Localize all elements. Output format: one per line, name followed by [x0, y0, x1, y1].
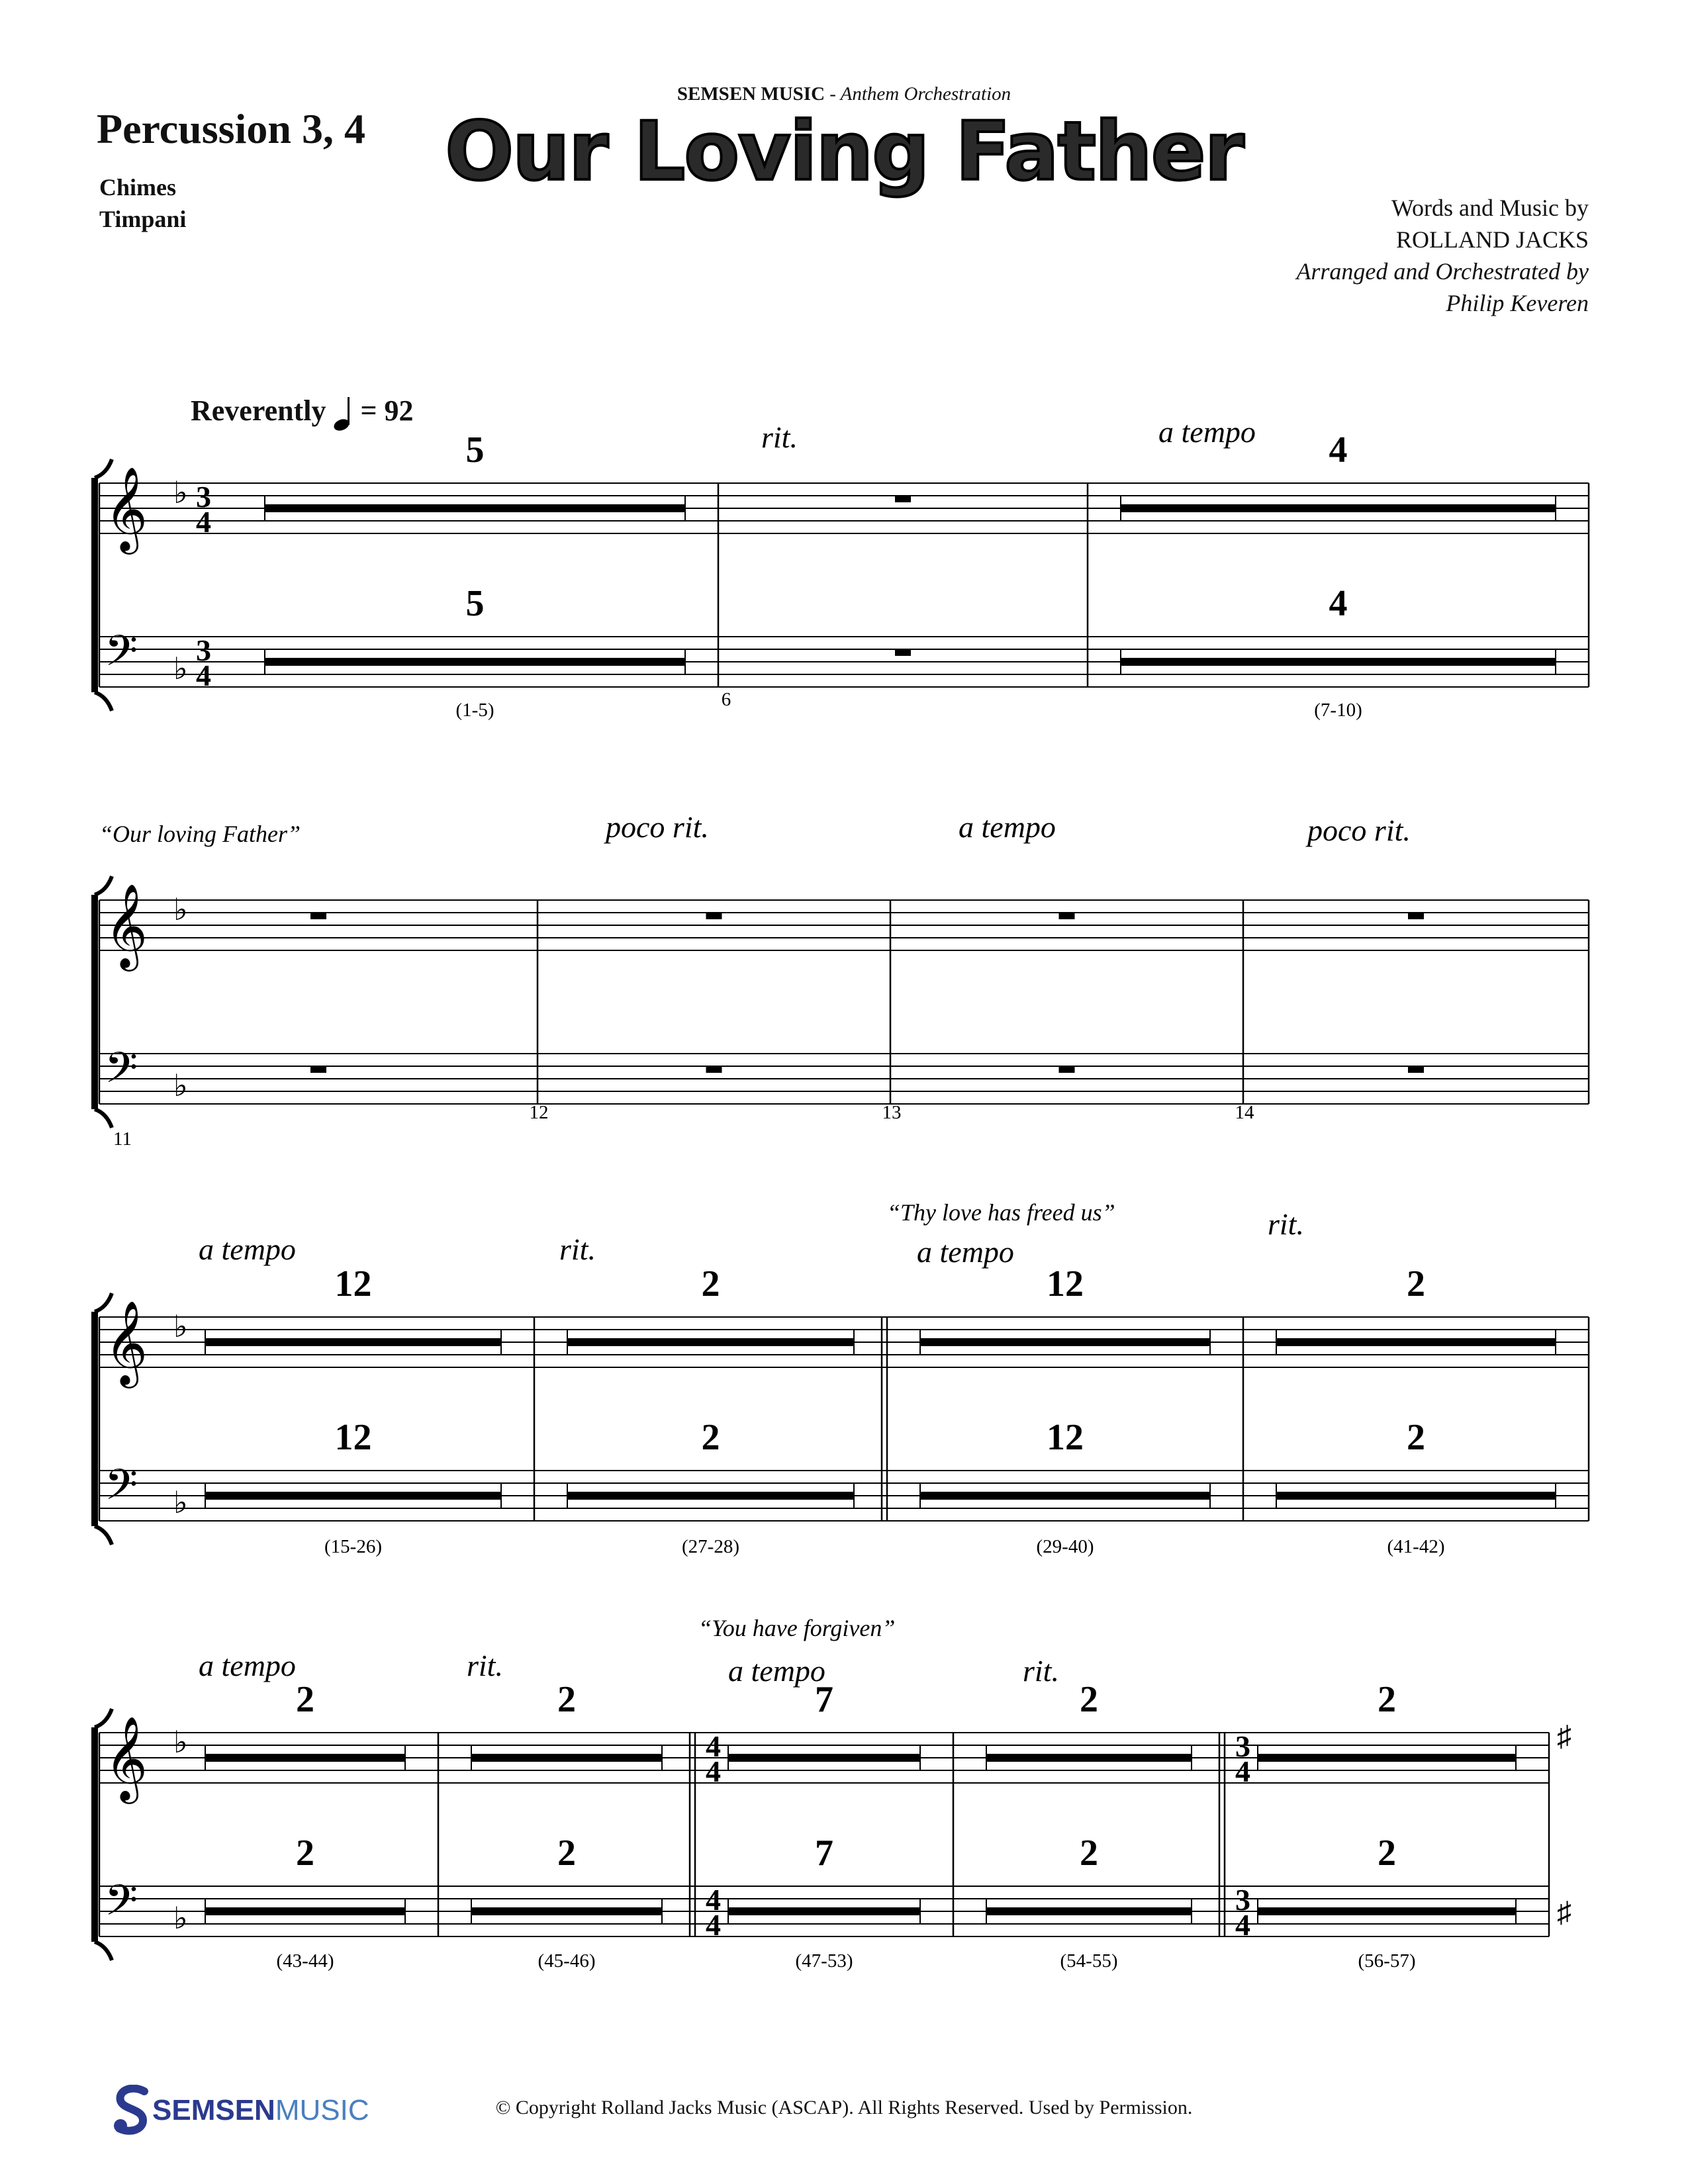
treble-clef-icon: 𝄞 [105, 1302, 148, 1383]
whole-rest-icon [706, 1066, 722, 1073]
tempo-direction: a tempo [199, 1649, 296, 1682]
bracket-hook-bottom [95, 1526, 112, 1545]
multirest-count: 2 [557, 1833, 576, 1874]
multirest-count: 2 [1080, 1833, 1098, 1874]
multirest-count: 4 [1329, 583, 1348, 624]
time-signature-top: 3 [196, 633, 211, 667]
whole-rest-icon [310, 913, 326, 919]
treble-clef-icon: 𝄞 [105, 469, 148, 549]
whole-rest-icon [1059, 1066, 1075, 1073]
arranged-label: Arranged and Orchestrated by [1296, 258, 1589, 285]
measure-range: (54-55) [1060, 1950, 1118, 1972]
bass-clef-icon: 𝄢 [105, 1461, 138, 1519]
multirest-bar [920, 1338, 1210, 1346]
time-signature-top: 4 [706, 1729, 721, 1763]
flat-icon: ♭ [173, 476, 188, 510]
measure-number: 14 [1235, 1102, 1254, 1123]
multirest-bar [471, 1754, 662, 1762]
time-signature-bottom: 4 [196, 505, 211, 539]
multirest-count: 7 [815, 1679, 833, 1720]
tempo-direction: a tempo [1158, 415, 1256, 449]
tempo-direction: a tempo [199, 1232, 296, 1266]
instrument-chimes: Chimes [99, 174, 176, 201]
tempo-direction: a tempo [959, 810, 1056, 844]
flat-icon: ♭ [173, 1725, 188, 1759]
multirest-bar [567, 1492, 854, 1500]
publisher-note: - Anthem Orchestration [825, 83, 1011, 105]
time-signature-bottom: 4 [706, 1754, 721, 1788]
multirest-count: 12 [334, 1263, 372, 1304]
flat-icon: ♭ [173, 1069, 188, 1103]
multirest-bar [567, 1338, 854, 1346]
time-signature-top: 3 [1235, 1883, 1250, 1917]
system-1 [91, 459, 1589, 711]
measure-range: (41-42) [1387, 1536, 1445, 1557]
multirest-bar [728, 1754, 920, 1762]
multirest-count: 2 [296, 1833, 314, 1874]
multirest-bar [1121, 504, 1556, 512]
multirest-count: 2 [1378, 1679, 1396, 1720]
multirest-bar [265, 658, 685, 666]
flat-icon: ♭ [173, 893, 188, 927]
flat-icon: ♭ [173, 652, 188, 686]
measure-range: (56-57) [1358, 1950, 1416, 1972]
multirest-count: 7 [815, 1833, 833, 1874]
tempo-bpm: = 92 [360, 394, 414, 427]
copyright-notice: © Copyright Rolland Jacks Music (ASCAP). All Rights Reserved. Used by Permission. [495, 2097, 1193, 2118]
multirest-bar [728, 1907, 920, 1915]
multirest-bar [471, 1907, 662, 1915]
whole-rest-icon [1408, 913, 1424, 919]
measure-range: (45-46) [538, 1950, 596, 1972]
measure-range: (1-5) [455, 700, 494, 721]
time-signature-top: 3 [196, 480, 211, 514]
measure-range: (43-44) [276, 1950, 334, 1972]
tempo-direction: rit. [467, 1649, 503, 1682]
system-bracket [91, 895, 98, 1109]
measure-number: 12 [529, 1102, 549, 1123]
whole-rest-icon [706, 913, 722, 919]
system-bracket [91, 478, 98, 692]
multirest-bar [1276, 1492, 1556, 1500]
part-title: Percussion 3, 4 [97, 105, 365, 152]
multirest-count: 2 [701, 1263, 720, 1304]
time-signature-top: 3 [1235, 1729, 1250, 1763]
time-signature-bottom: 4 [706, 1908, 721, 1942]
tempo-direction: rit. [1268, 1207, 1304, 1241]
tempo-text: Reverently [191, 394, 326, 427]
treble-clef-icon: 𝄞 [105, 886, 148, 966]
logo-text-bold: SEMSEN [152, 2094, 275, 2126]
system-2 [91, 876, 1589, 1128]
multirest-count: 4 [1329, 430, 1348, 471]
tempo-direction: rit. [761, 420, 798, 454]
multirest-bar [920, 1492, 1210, 1500]
time-signature-bottom: 4 [196, 659, 211, 692]
sharp-icon: ♯ [1557, 1896, 1571, 1929]
bass-clef-icon: 𝄢 [105, 627, 138, 685]
arranger-name: Philip Keveren [1446, 290, 1589, 316]
lyric-cue: “Our loving Father” [99, 821, 301, 847]
system-bracket [91, 1312, 98, 1526]
measure-range: (7-10) [1314, 700, 1362, 721]
time-signature-bottom: 4 [1235, 1754, 1250, 1788]
measure-range: (15-26) [324, 1536, 382, 1557]
lyric-cue: “You have forgiven” [698, 1615, 896, 1641]
whole-rest-icon [310, 1066, 326, 1073]
system-bracket [91, 1727, 98, 1942]
multirest-count: 2 [1407, 1417, 1425, 1458]
bass-clef-icon: 𝄢 [105, 1877, 138, 1934]
tempo-direction: rit. [1023, 1654, 1059, 1688]
publisher-name: SEMSEN MUSIC [677, 83, 825, 105]
tempo-direction: a tempo [917, 1235, 1014, 1269]
bracket-hook-bottom [95, 1942, 112, 1960]
whole-rest-icon [1408, 1066, 1424, 1073]
measure-number: 13 [882, 1102, 902, 1123]
measure-number: 6 [721, 689, 731, 710]
multirest-bar [1276, 1338, 1556, 1346]
multirest-count: 12 [1047, 1263, 1084, 1304]
multirest-bar [986, 1754, 1192, 1762]
tempo-direction: poco rit. [606, 810, 709, 844]
multirest-count: 2 [1378, 1833, 1396, 1874]
composer-name: ROLLAND JACKS [1395, 226, 1589, 253]
tempo-direction: rit. [559, 1232, 596, 1266]
flat-icon: ♭ [173, 1486, 188, 1520]
system-3 [91, 1293, 1589, 1545]
multirest-bar [205, 1907, 405, 1915]
bass-clef-icon: 𝄢 [105, 1044, 138, 1102]
measure-range: (29-40) [1036, 1536, 1094, 1557]
flat-icon: ♭ [173, 1901, 188, 1935]
treble-clef-icon: 𝄞 [105, 1718, 148, 1799]
tempo-direction: a tempo [728, 1654, 825, 1688]
multirest-count: 12 [1047, 1417, 1084, 1458]
flat-icon: ♭ [173, 1310, 188, 1343]
time-signature-bottom: 4 [1235, 1908, 1250, 1942]
time-signature-top: 4 [706, 1883, 721, 1917]
multirest-bar [986, 1907, 1192, 1915]
logo-text-light: MUSIC [275, 2094, 369, 2126]
multirest-count: 2 [1407, 1263, 1425, 1304]
measure-range: (27-28) [682, 1536, 739, 1557]
whole-rest-icon [895, 496, 911, 502]
measure-range: (47-53) [795, 1950, 853, 1972]
multirest-count: 12 [334, 1417, 372, 1458]
measure-number: 11 [113, 1128, 132, 1150]
instrument-timpani: Timpani [99, 206, 187, 232]
whole-rest-icon [895, 649, 911, 656]
multirest-count: 2 [701, 1417, 720, 1458]
multirest-count: 2 [1080, 1679, 1098, 1720]
lyric-cue: “Thy love has freed us” [887, 1199, 1115, 1226]
bracket-hook-bottom [95, 1109, 112, 1128]
multirest-count: 5 [465, 583, 485, 624]
multirest-bar [205, 1754, 405, 1762]
whole-rest-icon [1059, 913, 1075, 919]
multirest-bar [205, 1338, 501, 1346]
multirest-bar [1121, 658, 1556, 666]
multirest-bar [1258, 1907, 1516, 1915]
bracket-hook-bottom [95, 692, 112, 711]
multirest-bar [1258, 1754, 1516, 1762]
song-title: Our Loving Father [445, 105, 1243, 199]
multirest-bar [265, 504, 685, 512]
words-music-label: Words and Music by [1391, 195, 1589, 221]
multirest-count: 2 [296, 1679, 314, 1720]
multirest-bar [205, 1492, 501, 1500]
sharp-icon: ♯ [1557, 1720, 1571, 1752]
multirest-count: 5 [465, 430, 485, 471]
tempo-direction: poco rit. [1307, 813, 1411, 847]
multirest-count: 2 [557, 1679, 576, 1720]
